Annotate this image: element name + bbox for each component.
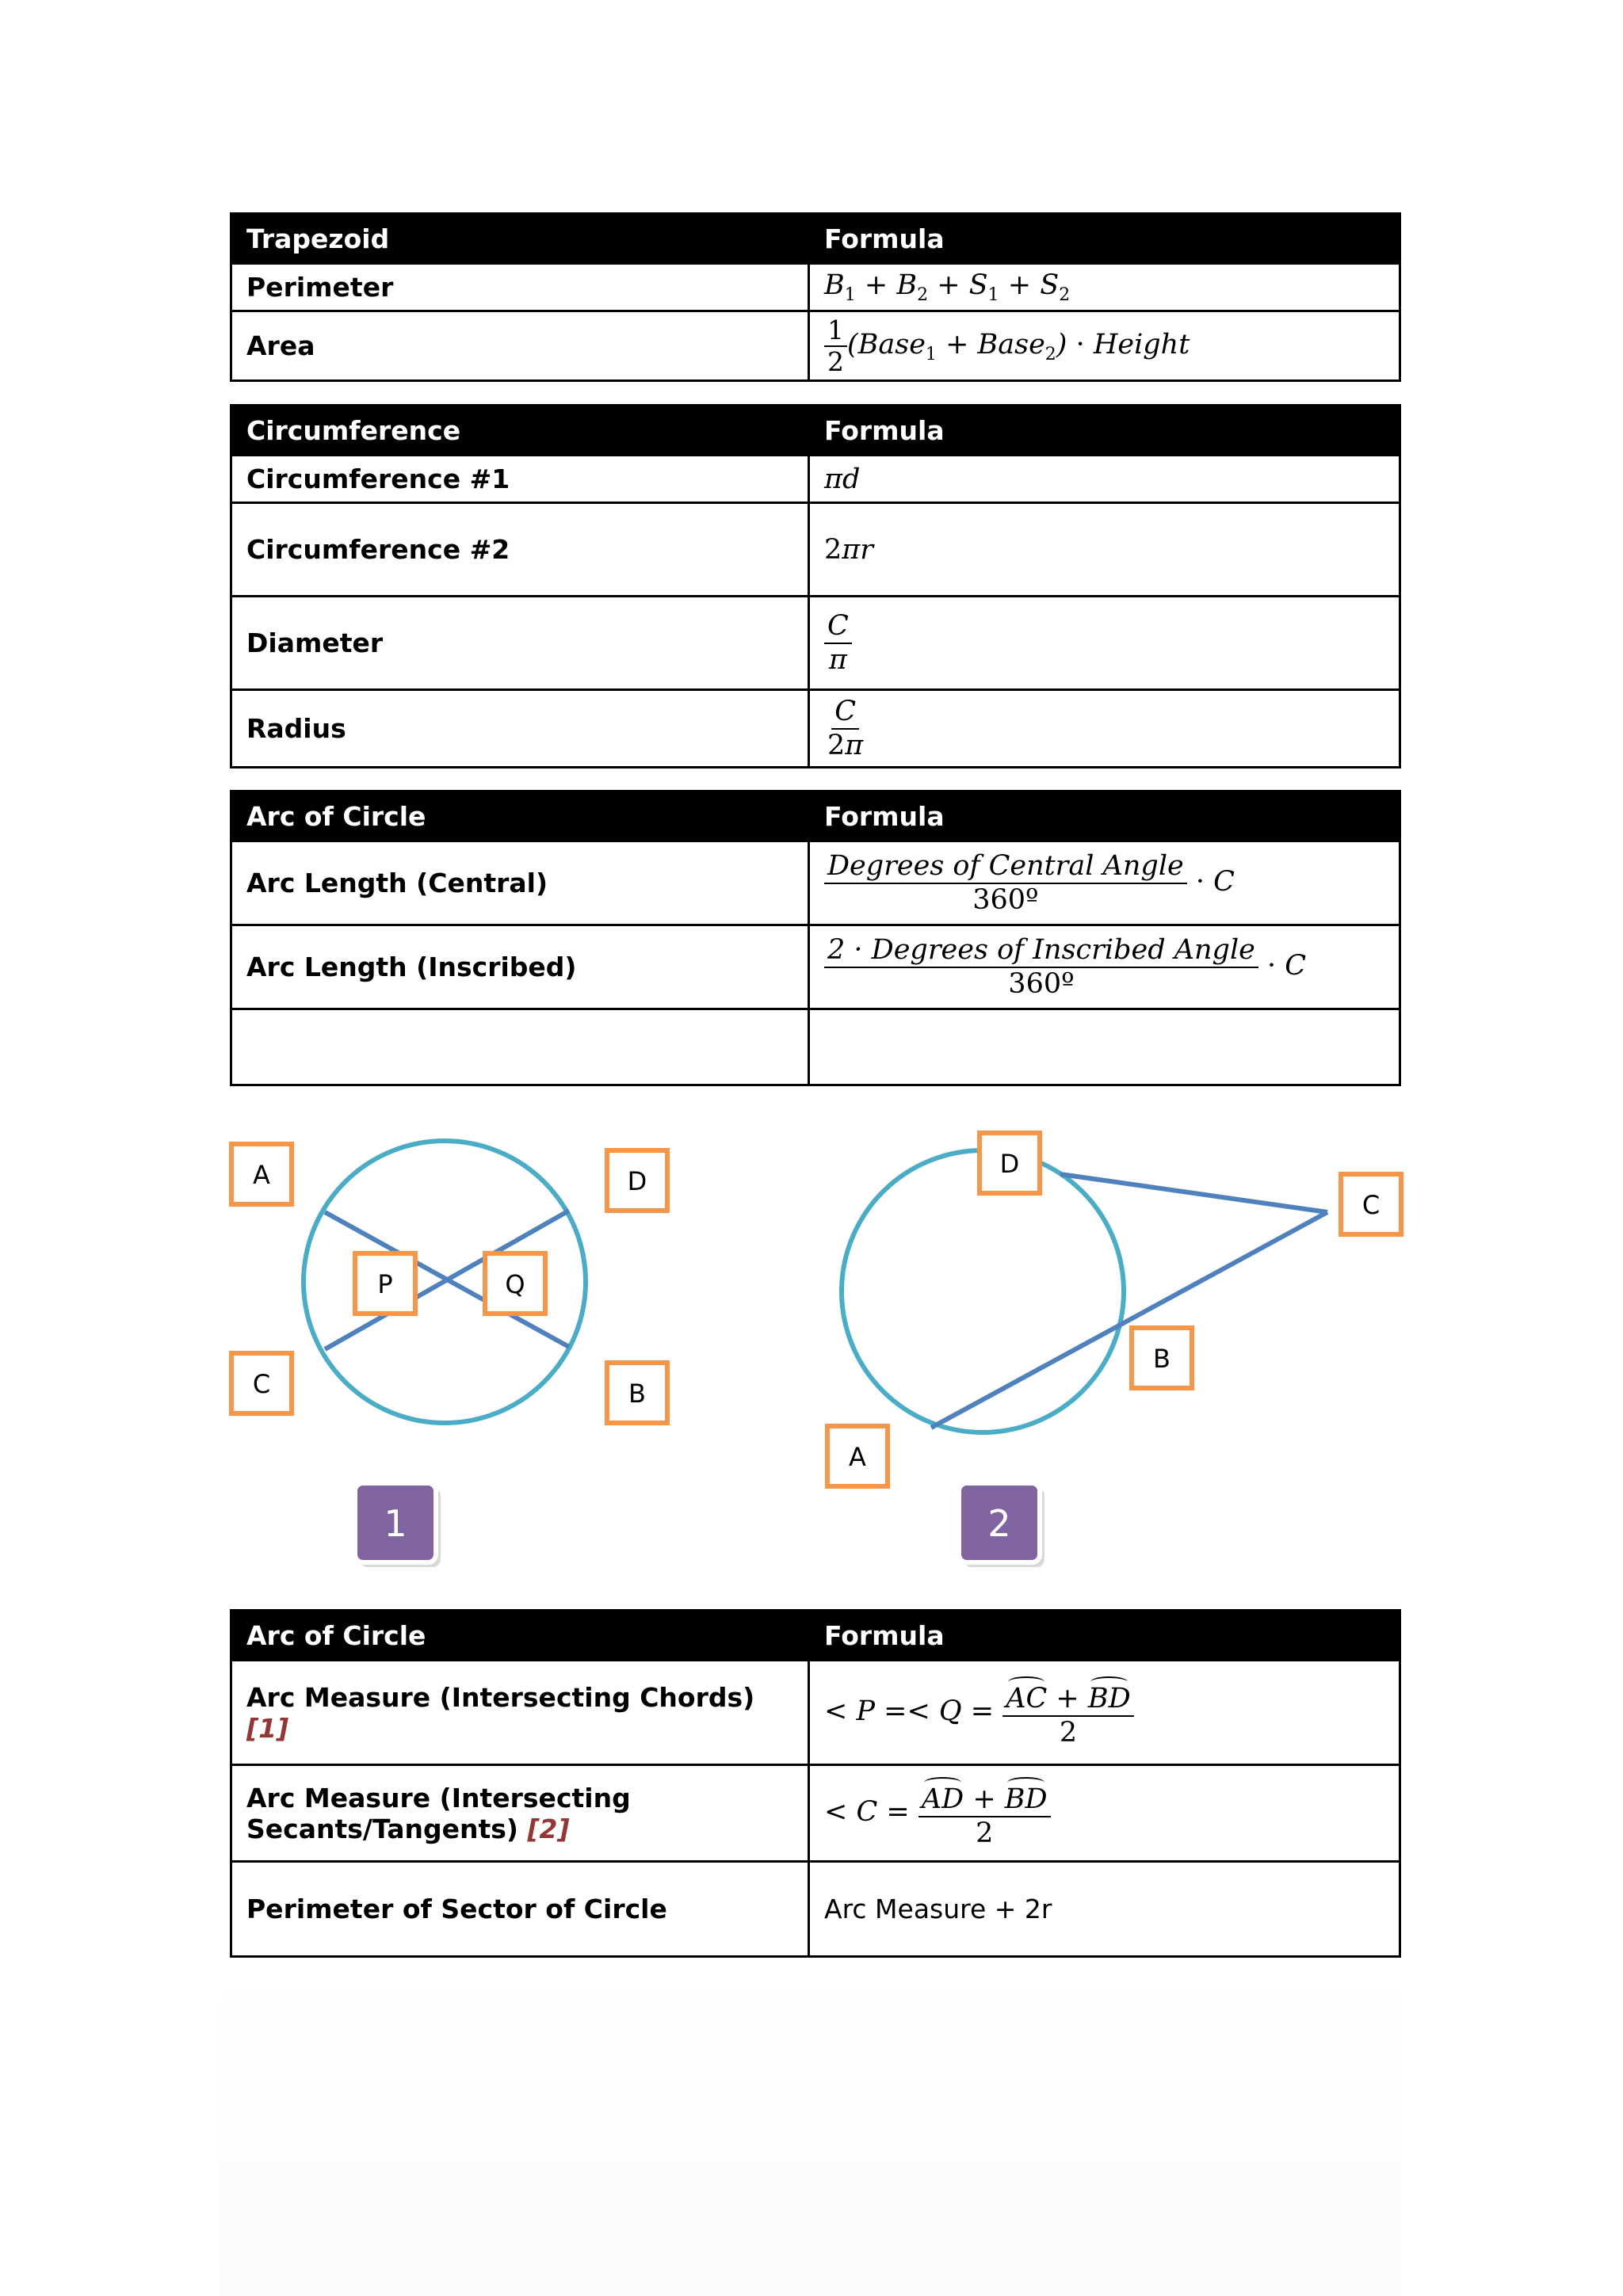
header-name: Arc of Circle bbox=[231, 791, 809, 841]
header-formula: Formula bbox=[809, 214, 1400, 264]
table-header bbox=[231, 214, 1400, 264]
radius-formula: $\frac{C}{2\pi}$ bbox=[809, 690, 1400, 768]
label-box-d bbox=[607, 1150, 667, 1211]
circle-diagrams bbox=[0, 1093, 1623, 1600]
table-row bbox=[231, 841, 1400, 925]
secants-formula: < C = $\frac{AD + BD}{2}$ bbox=[809, 1765, 1400, 1862]
row-label bbox=[231, 1765, 809, 1862]
figure-ref: [2] bbox=[527, 1813, 570, 1844]
label-box-q bbox=[485, 1253, 545, 1314]
row-label bbox=[231, 1661, 809, 1765]
sector-perimeter-formula: Arc Measure + 2r bbox=[809, 1862, 1400, 1957]
table-row bbox=[231, 1765, 1400, 1862]
perimeter-formula: $B_1 + B_2 + S_1 + S_2$ bbox=[809, 264, 1400, 311]
table-row bbox=[231, 1661, 1400, 1765]
table-row bbox=[231, 925, 1400, 1009]
table-header bbox=[231, 406, 1400, 456]
empty-cell bbox=[809, 1009, 1400, 1085]
svg-text:D: D bbox=[999, 1149, 1020, 1179]
area-formula: $\frac{1}{2}$ (Base$_1$ + Base$_2$) · Height bbox=[809, 311, 1400, 381]
fraction-denominator: 360º bbox=[972, 883, 1039, 916]
header-name: Trapezoid bbox=[231, 214, 809, 264]
badge-2 bbox=[959, 1483, 1044, 1567]
badge-1 bbox=[355, 1483, 441, 1567]
label-box-a bbox=[827, 1426, 888, 1486]
table-row bbox=[231, 456, 1400, 503]
svg-text:A: A bbox=[253, 1160, 270, 1190]
arc-central-formula: $\frac{\text{Degrees of Central Angle}}{\text{360º}}$ · C bbox=[809, 841, 1400, 925]
header-formula: Formula bbox=[809, 791, 1400, 841]
circumference-table bbox=[230, 404, 1401, 769]
arc-length-table bbox=[230, 790, 1401, 1086]
svg-text:2: 2 bbox=[987, 1502, 1011, 1545]
chords-formula: < P =< Q = $\frac{AC + BD}{2}$ bbox=[809, 1661, 1400, 1765]
svg-text:Q: Q bbox=[505, 1269, 525, 1299]
label-box-c bbox=[231, 1353, 292, 1413]
svg-text:C: C bbox=[252, 1369, 271, 1399]
row-label: Arc Length (Inscribed) bbox=[231, 925, 809, 1009]
label-text: Arc Measure (Intersecting Chords) bbox=[246, 1681, 755, 1713]
label-text: Arc Measure (Intersecting bbox=[246, 1782, 631, 1814]
table-row bbox=[231, 264, 1400, 311]
table-row bbox=[231, 690, 1400, 768]
svg-text:P: P bbox=[377, 1269, 393, 1299]
empty-row bbox=[231, 1009, 1400, 1085]
row-label: Radius bbox=[231, 690, 809, 768]
figure-ref: [1] bbox=[246, 1712, 289, 1744]
header-formula: Formula bbox=[809, 1611, 1400, 1661]
label-box-b bbox=[1132, 1328, 1192, 1388]
circumference2-formula: 2πr bbox=[809, 503, 1400, 597]
svg-text:D: D bbox=[627, 1166, 647, 1196]
label-box-d bbox=[980, 1133, 1040, 1193]
label-box-a bbox=[231, 1144, 292, 1204]
table-header bbox=[231, 791, 1400, 841]
fraction-denominator: 360º bbox=[1008, 967, 1075, 1000]
row-label: Area bbox=[231, 311, 809, 381]
table-row bbox=[231, 1862, 1400, 1957]
arc-inscribed-formula: $\frac{\text{2 · Degrees of Inscribed Angle}}{\text{360º}}$ · C bbox=[809, 925, 1400, 1009]
circumference1-formula: πd bbox=[809, 456, 1400, 503]
arc-measure-table bbox=[230, 1609, 1401, 1958]
svg-text:A: A bbox=[849, 1442, 866, 1472]
table-header bbox=[231, 1611, 1400, 1661]
diameter-formula: $\frac{C}{\pi}$ bbox=[809, 597, 1400, 690]
diagram-2 bbox=[827, 1133, 1401, 1567]
row-label: Arc Length (Central) bbox=[231, 841, 809, 925]
table-row bbox=[231, 503, 1400, 597]
header-name: Arc of Circle bbox=[231, 1611, 809, 1661]
label-box-b bbox=[607, 1363, 667, 1423]
svg-text:1: 1 bbox=[384, 1502, 407, 1545]
label-text: Secants/Tangents) bbox=[246, 1813, 518, 1844]
fraction-numerator: 2 · Degrees of Inscribed Angle bbox=[824, 934, 1258, 967]
header-formula: Formula bbox=[809, 406, 1400, 456]
table-row bbox=[231, 311, 1400, 381]
page-shadow bbox=[220, 1965, 1401, 2296]
row-label: Perimeter bbox=[231, 264, 809, 311]
table-row bbox=[231, 597, 1400, 690]
trapezoid-table bbox=[230, 212, 1401, 382]
svg-text:C: C bbox=[1361, 1190, 1381, 1220]
label-box-c bbox=[1341, 1174, 1401, 1234]
label-box-p bbox=[355, 1253, 415, 1314]
fraction-numerator: Degrees of Central Angle bbox=[824, 850, 1187, 883]
secant-ac bbox=[931, 1212, 1327, 1428]
row-label: Circumference #2 bbox=[231, 503, 809, 597]
header-name: Circumference bbox=[231, 406, 809, 456]
svg-text:B: B bbox=[628, 1379, 646, 1409]
row-label: Circumference #1 bbox=[231, 456, 809, 503]
row-label: Diameter bbox=[231, 597, 809, 690]
diagram-1 bbox=[231, 1141, 667, 1567]
svg-text:B: B bbox=[1153, 1344, 1170, 1374]
empty-cell bbox=[231, 1009, 809, 1085]
row-label: Perimeter of Sector of Circle bbox=[231, 1862, 809, 1957]
tangent-dc bbox=[1060, 1174, 1327, 1212]
